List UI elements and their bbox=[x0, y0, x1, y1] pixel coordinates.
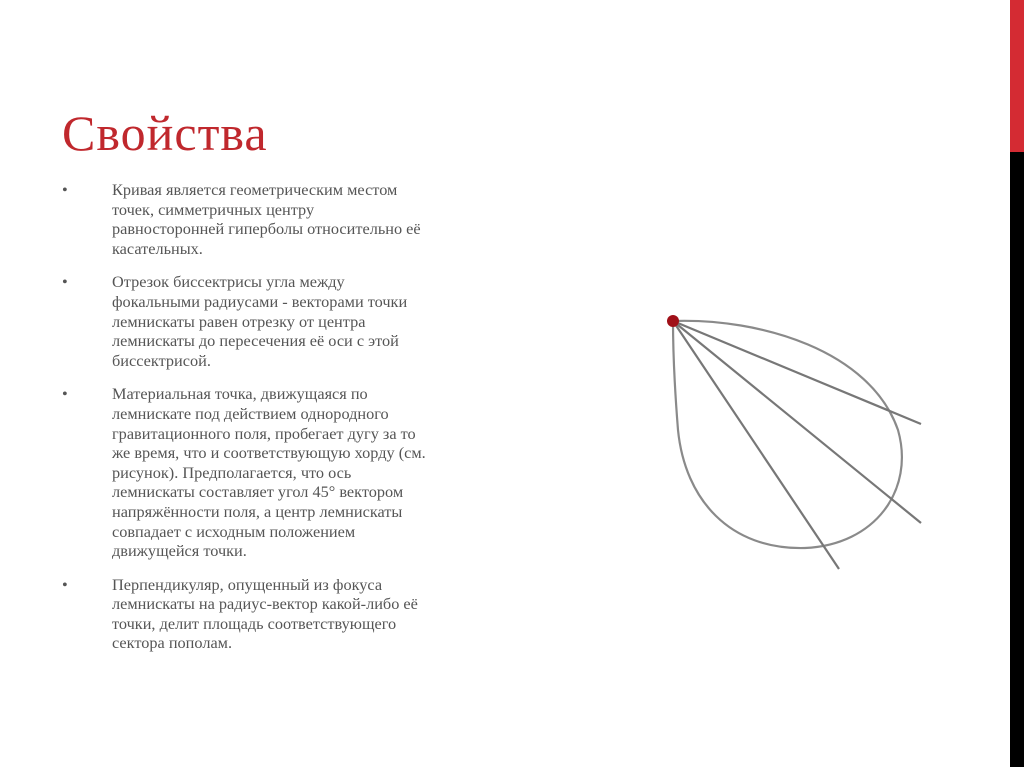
accent-bar-black bbox=[1010, 152, 1024, 767]
list-item bbox=[62, 384, 542, 560]
list-item bbox=[62, 575, 542, 653]
chord-line bbox=[673, 321, 921, 424]
chord-line bbox=[673, 321, 839, 569]
start-point bbox=[667, 315, 679, 327]
bullet-icon: • bbox=[62, 180, 68, 199]
accent-bar-red bbox=[1010, 0, 1024, 152]
chord-line bbox=[673, 321, 921, 523]
item-text: Отрезок биссектрисы угла между фокальными радиусами - векторами точки лемнискаты равен отрезку от центра лемнискаты до пересечения её оси с этой биссектрисой. bbox=[112, 272, 408, 370]
list-item bbox=[62, 180, 542, 258]
lemniscate-loop bbox=[673, 321, 902, 548]
bullet-icon: • bbox=[62, 272, 68, 292]
bullet-icon: • bbox=[62, 384, 68, 404]
item-text: Материальная точка, движущаяся по лемнискате под действием однородного гравитационного поля, пробегает дугу за то же время, что и соответствующую хорду (см. рисунок). Предполагается, что ось лемнискаты составляет угол 45° вектором напряжённости поля, а центр лемнискаты совпадает с исходным положением движущейся точки. bbox=[112, 384, 426, 561]
list-item bbox=[62, 272, 542, 370]
bullet-list bbox=[62, 180, 542, 667]
bullet-icon: • bbox=[62, 574, 68, 594]
slide-title: Свойства bbox=[62, 105, 268, 161]
lemniscate-figure bbox=[640, 290, 930, 580]
item-text: Кривая является геометрическим местом точек, симметричных центру равносторонней гиперболы относительно её касательных. bbox=[112, 180, 421, 258]
item-text: Перпендикуляр, опущенный из фокуса лемнискаты на радиус-вектор какой-либо её точки, делит площадь соответствующего сектора пополам. bbox=[112, 574, 418, 653]
